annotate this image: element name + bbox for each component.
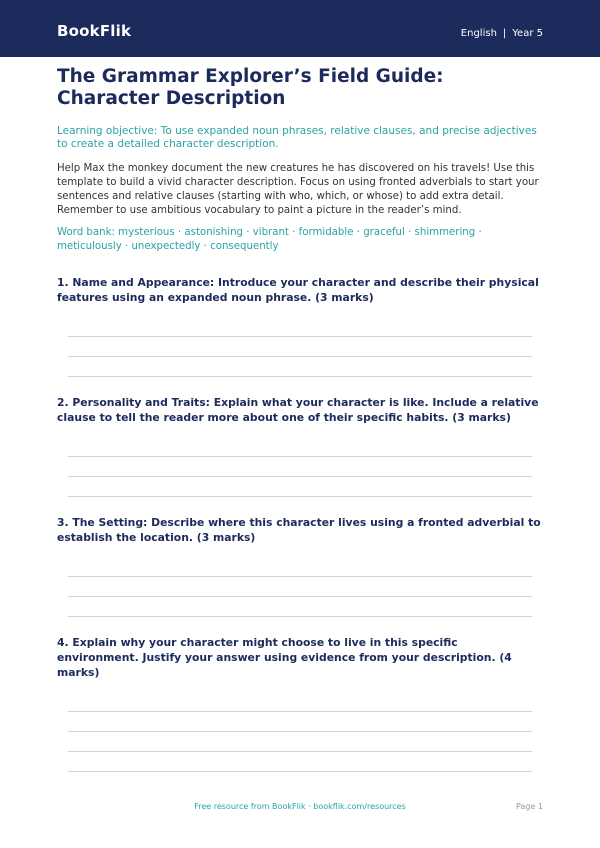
question-1: 1. Name and Appearance: Introduce your character and describe their physical features using an expanded noun phrase. (3 marks) — [57, 276, 539, 304]
intro-paragraph: Help Max the monkey document the new creatures he has discovered on his travels! Use this template to build a vivid character description. Focus on using fronted adverbials to start your sentences and relative clauses (starting with who, which, or whose) to add extra detail. Remember to use ambitious vocabulary to paint a picture in the reader’s mind. — [57, 163, 539, 216]
answer-line[interactable] — [68, 576, 532, 577]
worksheet-content — [57, 66, 543, 772]
brand-logo: BookFlik — [57, 22, 132, 40]
meta-separator: | — [502, 28, 507, 39]
answer-lines-2 — [68, 456, 532, 497]
header-meta — [461, 28, 543, 39]
answer-line[interactable] — [68, 336, 532, 337]
answer-line[interactable] — [68, 456, 532, 457]
question-2: 2. Personality and Traits: Explain what your character is like. Include a relative clause to tell the reader more about one of their specific habits. (3 marks) — [57, 396, 539, 424]
answer-line[interactable] — [68, 496, 532, 497]
answer-line[interactable] — [68, 596, 532, 597]
page-header — [0, 0, 600, 57]
answer-line[interactable] — [68, 751, 532, 752]
answer-line[interactable] — [68, 356, 532, 357]
question-4: 4. Explain why your character might choose to live in this specific environment. Justify your answer using evidence from your description. (4 marks) — [57, 636, 512, 679]
page-number: Page 1 — [516, 802, 543, 811]
answer-lines-1 — [68, 336, 532, 377]
subject-label: English — [460, 28, 497, 39]
answer-line[interactable] — [68, 376, 532, 377]
answer-lines-3 — [68, 576, 532, 617]
answer-line[interactable] — [68, 771, 532, 772]
answer-line[interactable] — [68, 711, 532, 712]
answer-line[interactable] — [68, 616, 532, 617]
question-3: 3. The Setting: Describe where this character lives using a fronted adverbial to establish the location. (3 marks) — [57, 516, 541, 544]
learning-objective: Learning objective: To use expanded noun phrases, relative clauses, and precise adjectives to create a detailed character description. — [57, 125, 537, 150]
answer-lines-4 — [68, 711, 532, 772]
year-label: Year 5 — [512, 28, 543, 39]
answer-line[interactable] — [68, 476, 532, 477]
word-bank: Word bank: mysterious · astonishing · vibrant · formidable · graceful · shimmering · meticulously · unexpectedly · consequently — [57, 227, 482, 252]
worksheet-title: The Grammar Explorer’s Field Guide: Character Description — [57, 66, 444, 109]
footer-credit[interactable]: Free resource from BookFlik · bookflik.com/resources — [194, 802, 406, 811]
answer-line[interactable] — [68, 731, 532, 732]
